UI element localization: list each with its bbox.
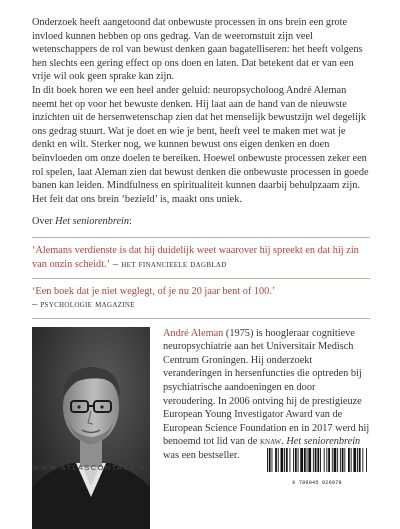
isbn-digits: 9 789045 026978	[292, 480, 342, 486]
barcode-bar	[317, 448, 319, 472]
review-quote-2-source: – psychologie magazine	[32, 299, 135, 311]
author-bio-text-2: .	[281, 436, 287, 448]
barcode-bar	[328, 448, 330, 472]
barcode-bar	[337, 448, 338, 472]
barcode-bar	[342, 448, 344, 472]
author-portrait-icon	[32, 327, 150, 529]
barcode-bar	[269, 448, 271, 472]
barcode-bar	[326, 448, 327, 472]
barcode-bar	[359, 448, 361, 472]
barcode-bar	[278, 448, 279, 472]
barcode-bar	[275, 448, 277, 472]
barcode-bar	[281, 448, 284, 472]
barcode-bar	[324, 448, 325, 472]
barcode-icon	[264, 448, 370, 472]
over-prefix: Over	[32, 216, 56, 228]
author-bio-text-3: was een bestseller.	[163, 450, 240, 462]
barcode-bar	[304, 448, 306, 472]
over-book-title: Het seniorenbrein	[55, 216, 130, 228]
review-quote-1-source: – het financieele dagblad	[110, 258, 227, 270]
review-quote-1-text: ‘Alemans verdienste is dat hij duidelijk weet waarover hij spreekt en dat hij zin van onzin scheidt.’	[32, 245, 359, 270]
barcode-bar	[344, 448, 345, 472]
divider-bottom	[32, 318, 370, 319]
barcode-bar	[348, 448, 350, 472]
barcode-bar	[332, 448, 333, 472]
intro-paragraph-2: In dit boek horen we een heel ander geluid: neuropsycholoog André Aleman neemt het op voor het bewuste denken. Hij laat aan de hand van de nieuwste inzichten uit de hersenwetenschap zien dat het menselijk bewustzijn wel degelijk ons gedrag stuurt. Wat je doet en wie je bent, heeft veel te maken met wat je denkt en wilt. Sterker nog, we kunnen bewust ons eigen denken en doen beïnvloeden om onze doelen te bereiken. Hoewel onbewuste processen zeker een rol spelen, laat Aleman zien dat bewust denken die onbewuste processen in goede banen kan leiden. Mindfulness en spiritualiteit kunnen daarbij behulpzaam zijn. Het feit dat ons brein ‘bezield’ is, maakt ons uniek.	[32, 84, 369, 205]
barcode-bar	[315, 448, 317, 472]
barcode-bar	[284, 448, 285, 472]
author-bio-text-1: (1975) is hoogleraar cognitieve neuropsychiatrie aan het Universitair Medisch Centrum Groningen. Hij onderzoekt veranderingen in hersenfuncties die optreden bij psychiatrische aandoeningen en door veroudering. In 2006 ontving hij de prestigieuze European Young Investigator Award van de European Science Foundation en in 2017 werd hij benoemd tot lid van de	[163, 327, 370, 448]
review-quote-2-text: ‘Een boek dat je niet weglegt, of je nu 20 jaar bent of 100.’	[32, 285, 276, 297]
barcode-bar	[308, 448, 311, 472]
author-section	[32, 327, 370, 529]
barcode-bar	[272, 448, 273, 472]
divider-middle	[32, 278, 370, 279]
divider-top	[32, 237, 370, 238]
author-photo	[32, 327, 150, 529]
barcode-bar	[320, 448, 321, 472]
barcode-bar	[357, 448, 358, 472]
isbn-barcode	[264, 448, 370, 478]
author-bio-knaw: knaw	[259, 436, 282, 448]
review-quote-2	[32, 285, 370, 312]
barcode-bar	[362, 448, 363, 472]
publisher-website[interactable]: WWW.ATLASCONTACT.NL	[32, 463, 152, 472]
barcode-bar	[298, 448, 299, 472]
barcode-bar	[295, 448, 297, 472]
barcode-bar	[351, 448, 352, 472]
barcode-bar	[313, 448, 314, 472]
barcode-bar	[267, 448, 268, 472]
footer	[32, 450, 370, 486]
barcode-bar	[290, 448, 291, 472]
over-suffix: :	[129, 216, 132, 228]
author-bio	[163, 327, 370, 463]
barcode-bar	[340, 448, 341, 472]
barcode-bar	[366, 448, 367, 472]
review-quote-1	[32, 244, 370, 271]
barcode-bar	[353, 448, 356, 472]
barcode-bar	[307, 448, 308, 472]
barcode-bar	[334, 448, 337, 472]
over-heading	[32, 216, 370, 227]
author-name: André Aleman	[163, 327, 224, 339]
barcode-bar	[293, 448, 294, 472]
barcode-bar	[300, 448, 303, 472]
barcode-bar	[286, 448, 288, 472]
author-bio-book-title: Het seniorenbrein	[286, 436, 361, 448]
intro-paragraph-1: Onderzoek heeft aangetoond dat onbewuste processen in ons brein een grote invloed kunnen hebben op ons gedrag. Van de weeromstuit zijn veel wetenschappers de rol van bewust denken gaan bagatelliseren: het heeft volgens hen slechts een gering effect op ons doen en laten. Dat betekent dat er van een vrije wil ook geen sprake kan zijn.	[32, 17, 363, 83]
